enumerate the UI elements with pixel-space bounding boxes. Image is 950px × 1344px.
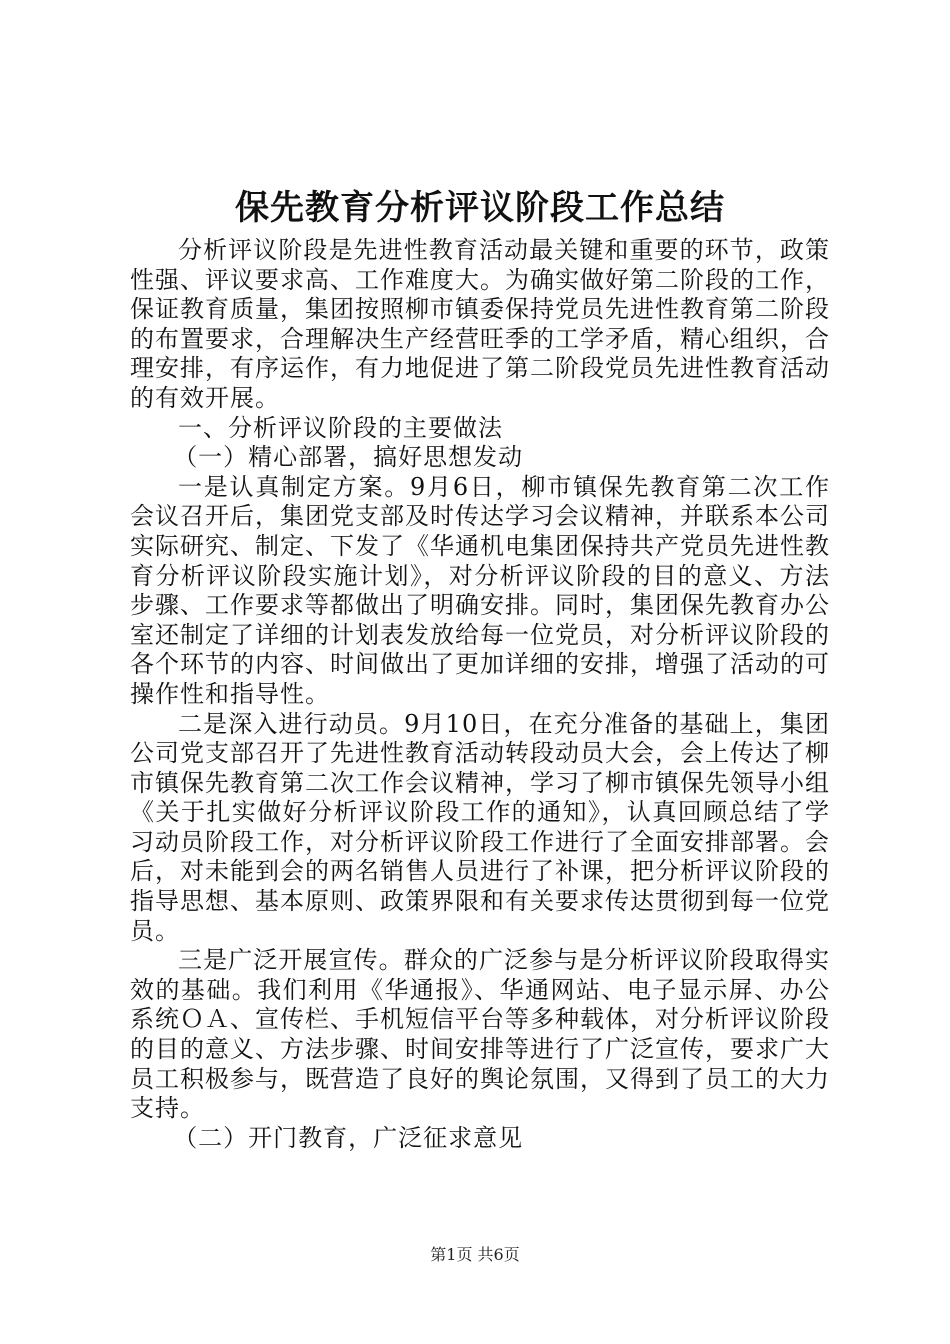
paragraph-intro: 分析评议阶段是先进性教育活动最关键和重要的环节，政策性强、评议要求高、工作难度大。为确实做好第二阶段的工作，保证教育质量，集团按照柳市镇委保持党员先进性教育第二阶段的布置要求，合理解决生产经营旺季的工学矛盾，精心组织，合理安排，有序运作，有力地促进了第二阶段党员先进性教育活动的有效开展。 xyxy=(130,236,830,412)
paragraph-publicity: 三是广泛开展宣传。群众的广泛参与是分析评议阶段取得实效的基础。我们利用《华通报》、华通网站、电子显示屏、办公系统ＯＡ、宣传栏、手机短信平台等多种载体，对分析评议阶段的目的意义、方法步骤、时间安排等进行了广泛宣传，要求广大员工积极参与，既营造了良好的舆论氛围，又得到了员工的大力支持。 xyxy=(130,946,830,1123)
paragraph-plan: 一是认真制定方案。9月6日，柳市镇保先教育第二次工作会议召开后，集团党支部及时传达学习会议精神，并联系本公司实际研究、制定、下发了《华通机电集团保持共产党员先进性教育分析评议阶段实施计划》，对分析评议阶段的目的意义、方法步骤、工作要求等都做出了明确安排。同时，集团保先教育办公室还制定了详细的计划表发放给每一位党员，对分析评议阶段的各个环节的内容、时间做出了更加详细的安排，增强了活动的可操作性和指导性。 xyxy=(130,472,830,708)
paragraph-mobilization: 二是深入进行动员。9月10日，在充分准备的基础上，集团公司党支部召开了先进性教育活动转段动员大会，会上传达了柳市镇保先教育第二次工作会议精神，学习了柳市镇保先领导小组《关于扎实做好分析评议阶段工作的通知》，认真回顾总结了学习动员阶段工作，对分析评议阶段工作进行了全面安排部署。会后，对未能到会的两名销售人员进行了补课，把分析评议阶段的指导思想、基本原则、政策界限和有关要求传达贯彻到每一位党员。 xyxy=(130,709,830,945)
section-heading: 一、分析评议阶段的主要做法 xyxy=(178,413,503,442)
subsection-heading: （一）精心部署，搞好思想发动 xyxy=(173,443,524,472)
document-title: 保先教育分析评议阶段工作总结 xyxy=(235,188,725,228)
document-body xyxy=(130,236,830,1153)
subsection-heading: （二）开门教育，广泛征求意见 xyxy=(173,1123,524,1152)
document-page xyxy=(130,180,830,1153)
page-footer: 第1页 共6页 xyxy=(430,1245,520,1264)
